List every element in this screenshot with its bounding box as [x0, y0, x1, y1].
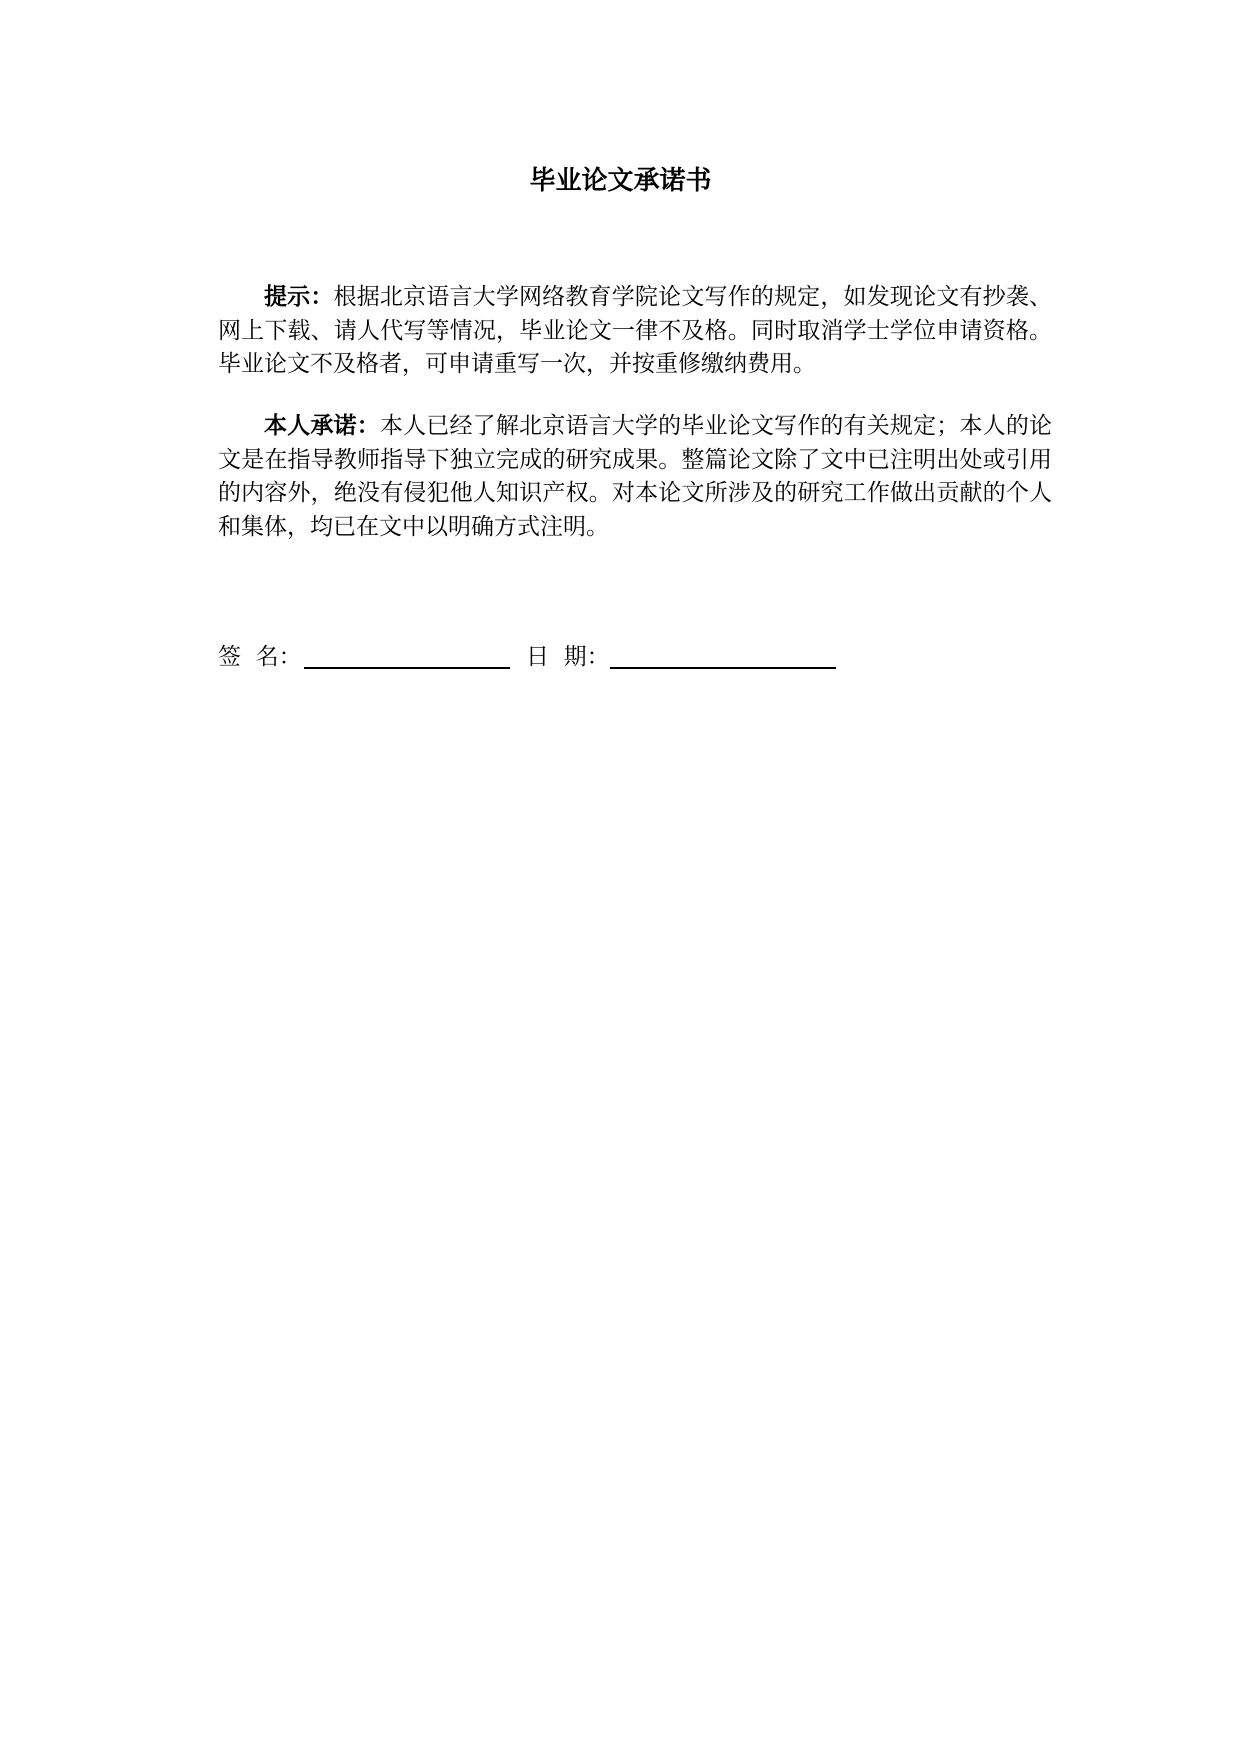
page-title: 毕业论文承诺书	[529, 166, 712, 196]
signature-line[interactable]	[304, 667, 510, 669]
date-label: 日 期：	[526, 644, 610, 670]
notice-text: 根据北京语言大学网络教育学院论文写作的规定，如发现论文有抄袭、网上下载、请人代写等情况，毕业论文一律不及格。同时取消学士学位申请资格。毕业论文不及格者，可申请重写一次，并按重修缴纳费用。	[218, 284, 1053, 377]
signature-label: 签 名：	[218, 644, 302, 670]
date-line[interactable]	[610, 667, 836, 669]
notice-label: 提示：	[264, 283, 334, 310]
signature-row	[218, 640, 1052, 674]
notice-paragraph	[218, 280, 1052, 382]
pledge-paragraph	[218, 409, 1052, 544]
pledge-label: 本人承诺：	[264, 412, 380, 439]
pledge-text: 本人已经了解北京语言大学的毕业论文写作的有关规定；本人的论文是在指导教师指导下独立完成的研究成果。整篇论文除了文中已注明出处或引用的内容外，绝没有侵犯他人知识产权。对本论文所涉及的研究工作做出贡献的个人和集体，均已在文中以明确方式注明。	[218, 413, 1053, 540]
